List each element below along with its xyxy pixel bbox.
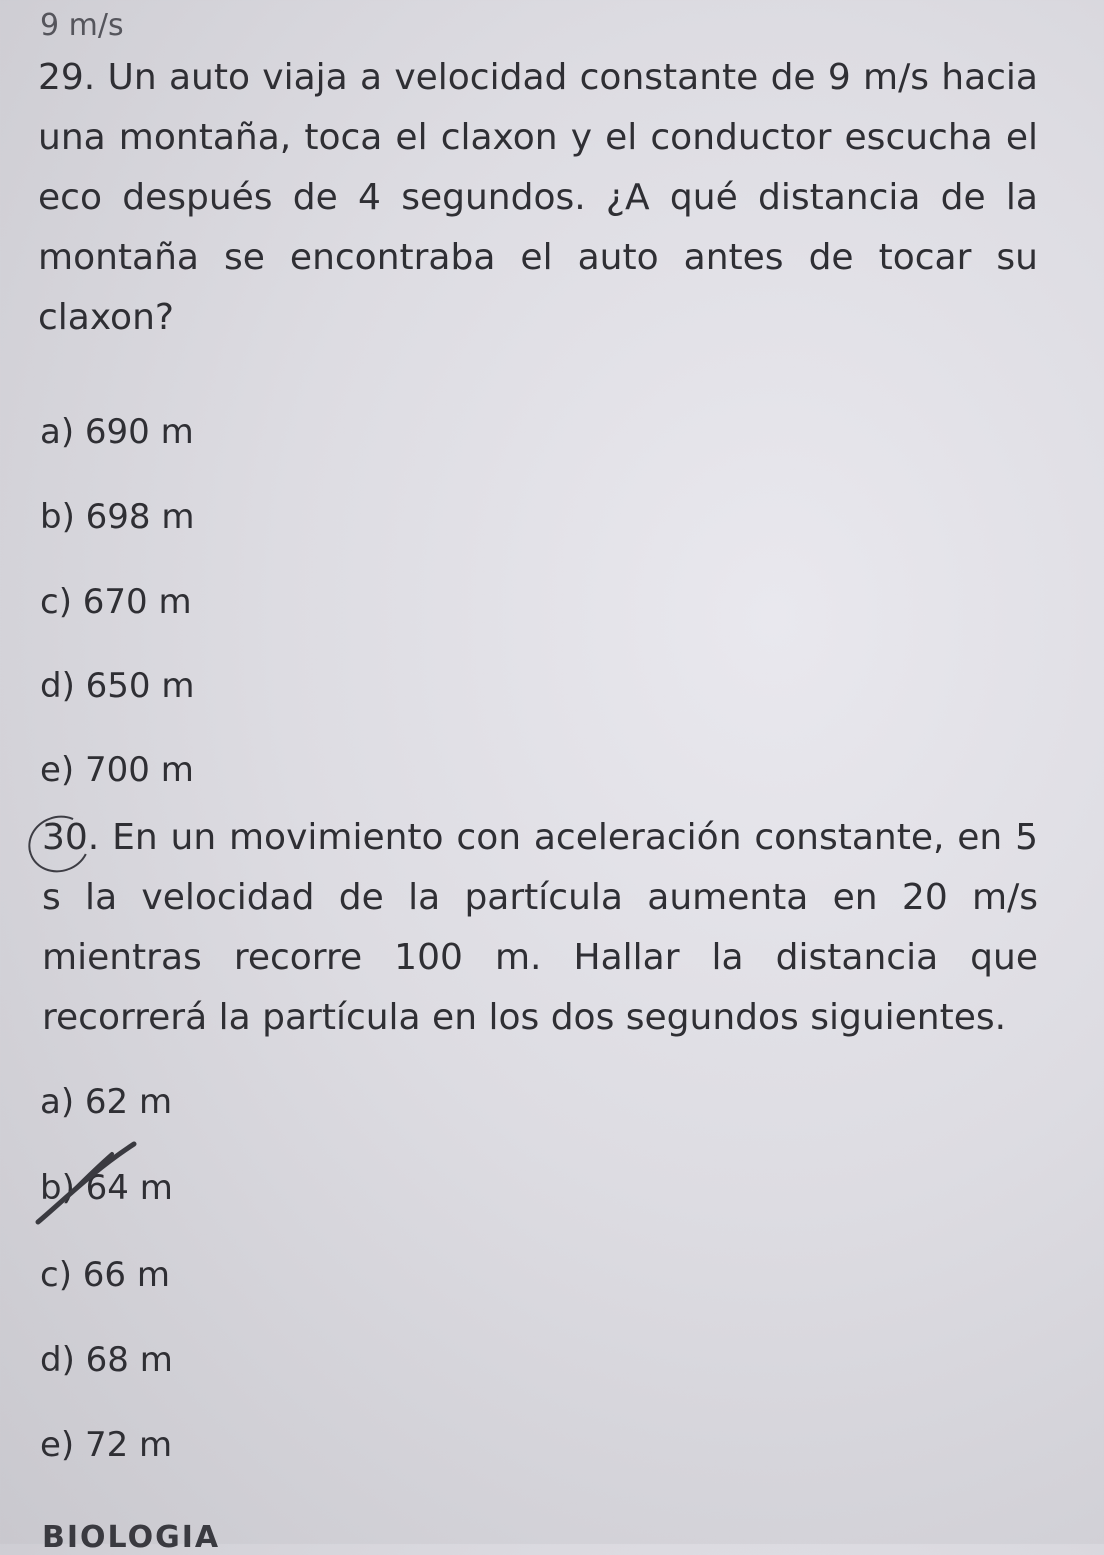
section-heading: BIOLOGIA bbox=[42, 1520, 221, 1555]
question-number: 30. bbox=[42, 817, 100, 858]
q30-option-e[interactable]: e) 72 m bbox=[40, 1425, 173, 1465]
question-text: Un auto viaja a velocidad constante de 9 m/s hacia una montaña, toca el claxon y el conductor escucha el eco después de 4 segundos. ¿A qué distancia de la montaña se encontraba el auto antes de tocar su claxon? bbox=[38, 57, 1038, 338]
question-text: En un movimiento con aceleración constante, en 5 s la velocidad de la partícula aumenta en 20 m/s mientras recorre 100 m. Hallar la distancia que recorrerá la partícula en los dos segundos siguientes. bbox=[42, 817, 1038, 1038]
q30-option-c[interactable]: c) 66 m bbox=[40, 1255, 170, 1295]
q29-option-d[interactable]: d) 650 m bbox=[40, 666, 195, 706]
q29-option-c[interactable]: c) 670 m bbox=[40, 582, 192, 622]
margin-note: 9 m/s bbox=[40, 8, 124, 43]
q30-option-b[interactable]: b) 64 m bbox=[40, 1168, 173, 1208]
pen-check-mark bbox=[34, 1140, 144, 1230]
q29-option-e[interactable]: e) 700 m bbox=[40, 750, 194, 790]
q30-option-a[interactable]: a) 62 m bbox=[40, 1082, 173, 1122]
question-29 bbox=[38, 48, 1038, 348]
question-30 bbox=[42, 808, 1038, 1048]
q29-option-b[interactable]: b) 698 m bbox=[40, 497, 195, 537]
q30-option-d[interactable]: d) 68 m bbox=[40, 1340, 173, 1380]
q29-option-a[interactable]: a) 690 m bbox=[40, 412, 194, 452]
question-number: 29. bbox=[38, 57, 96, 98]
